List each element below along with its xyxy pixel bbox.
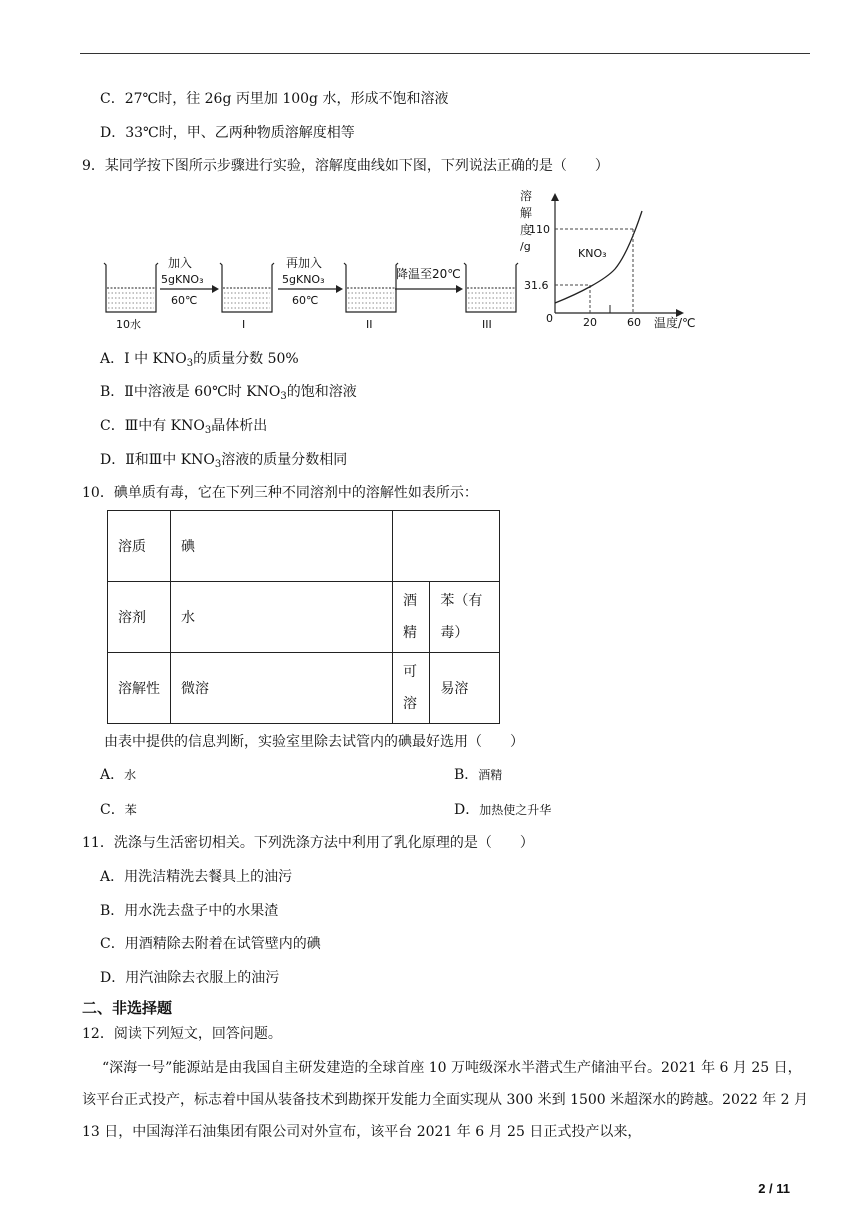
arrow3-label: 降温至20℃ xyxy=(396,267,461,281)
iodine-solubility-table xyxy=(107,510,500,724)
q10-question: 由表中提供的信息判断，实验室里除去试管内的碘最好选用（ ） xyxy=(104,734,524,750)
table-cell: 酒 精 xyxy=(393,582,430,653)
beaker-label-III: III xyxy=(482,318,492,331)
xtick-20: 20 xyxy=(583,316,597,329)
xtick-0: 0 xyxy=(546,312,553,325)
curve-label: KNO₃ xyxy=(578,247,607,260)
q10-stem: 10．碘单质有毒，它在下列三种不同溶剂中的溶解性如表所示： xyxy=(82,485,478,501)
beaker-III xyxy=(464,263,518,331)
q9-stem: 9．某同学按下图所示步骤进行实验，溶解度曲线如下图，下列说法正确的是（ ） xyxy=(82,158,609,174)
table-cell: 溶质 xyxy=(108,511,171,582)
q10-option-a: A．水 xyxy=(100,767,137,783)
table-cell xyxy=(393,511,500,582)
table-cell: 易溶 xyxy=(430,653,500,724)
beaker-label-II: II xyxy=(366,318,373,331)
header-rule xyxy=(80,53,810,54)
q11-option-b: B．用水洗去盘子中的水果渣 xyxy=(100,903,279,919)
table-cell: 苯（有 毒） xyxy=(430,582,500,653)
table-cell: 溶剂 xyxy=(108,582,171,653)
section-heading: 二、非选择题 xyxy=(82,999,173,1017)
solubility-graph xyxy=(520,188,696,330)
q10-option-c: C．苯 xyxy=(100,802,137,818)
table-cell: 碘 xyxy=(171,511,393,582)
option-c-prev: C．27℃时，往 26g 丙里加 100g 水，形成不饱和溶液 xyxy=(100,91,449,107)
beaker-label-I: I xyxy=(242,318,246,331)
table-cell: 可 溶 xyxy=(393,653,430,724)
beaker-label-water: 10水 xyxy=(116,318,141,331)
ytick-31-6: 31.6 xyxy=(524,279,549,292)
q10-option-d: D．加热使之升华 xyxy=(454,802,552,818)
ytick-110: 110 xyxy=(529,223,550,236)
arrow2-top: 再加入 xyxy=(286,256,323,270)
q9-option-c: C．Ⅲ中有 $KNO_3$晶体析出 xyxy=(100,418,268,436)
q9-option-d: D．Ⅱ和Ⅲ中 $KNO_3$溶液的质量分数相同 xyxy=(100,452,348,470)
arrow2-bot: 60℃ xyxy=(292,294,319,307)
q12-passage xyxy=(82,1052,810,1148)
graph-ylabel-3: 度 xyxy=(520,223,533,237)
q11-stem: 11．洗涤与生活密切相关。下列洗涤方法中利用了乳化原理的是（ ） xyxy=(82,835,534,851)
xtick-60: 60 xyxy=(627,316,641,329)
table-cell: 微溶 xyxy=(171,653,393,724)
arrow2-mid: 5gKNO₃ xyxy=(282,273,325,286)
graph-ylabel-4: /g xyxy=(520,240,531,253)
graph-ylabel-1: 溶 xyxy=(520,189,533,203)
q11-option-c: C．用酒精除去附着在试管壁内的碘 xyxy=(100,936,321,952)
beaker-II xyxy=(344,263,398,331)
graph-xlabel: 温度/℃ xyxy=(654,316,696,330)
q12-stem: 12．阅读下列短文，回答问题。 xyxy=(82,1026,282,1042)
q10-option-b: B．酒精 xyxy=(454,767,503,783)
table-cell: 溶解性 xyxy=(108,653,171,724)
page-number: 2 / 11 xyxy=(758,1181,790,1196)
q9-experiment-diagram xyxy=(100,185,720,335)
graph-ylabel-2: 解 xyxy=(520,206,533,220)
q9-option-b: B．Ⅱ中溶液是 60℃时 $KNO_3$的饱和溶液 xyxy=(100,384,357,402)
beaker-water xyxy=(104,263,158,331)
arrow1-bot: 60℃ xyxy=(171,294,198,307)
arrow1-mid: 5gKNO₃ xyxy=(161,273,204,286)
q11-option-a: A．用洗洁精洗去餐具上的油污 xyxy=(100,869,293,885)
beaker-I xyxy=(220,263,274,331)
q9-option-a: A．I 中 $KNO_3$的质量分数 50% xyxy=(100,351,299,369)
q11-option-d: D．用汽油除去衣服上的油污 xyxy=(100,970,280,986)
passage-text: “深海一号”能源站是由我国自主研发建造的全球首座 10 万吨级深水半潜式生产储油平台。2021 年 6 月 25 日，该平台正式投产，标志着中国从装备技术到勘探开发能力全面实现从 300 米到 1500 米超深水的跨越。2022 年 2 月 13 日，中国海洋石油集团有限公司对外宣布，该平台 2021 年 6 月 25 日正式投产以来， xyxy=(82,1060,809,1140)
table-cell: 水 xyxy=(171,582,393,653)
arrow1-top: 加入 xyxy=(168,256,193,270)
option-d-prev: D．33℃时，甲、乙两种物质溶解度相等 xyxy=(100,125,355,141)
